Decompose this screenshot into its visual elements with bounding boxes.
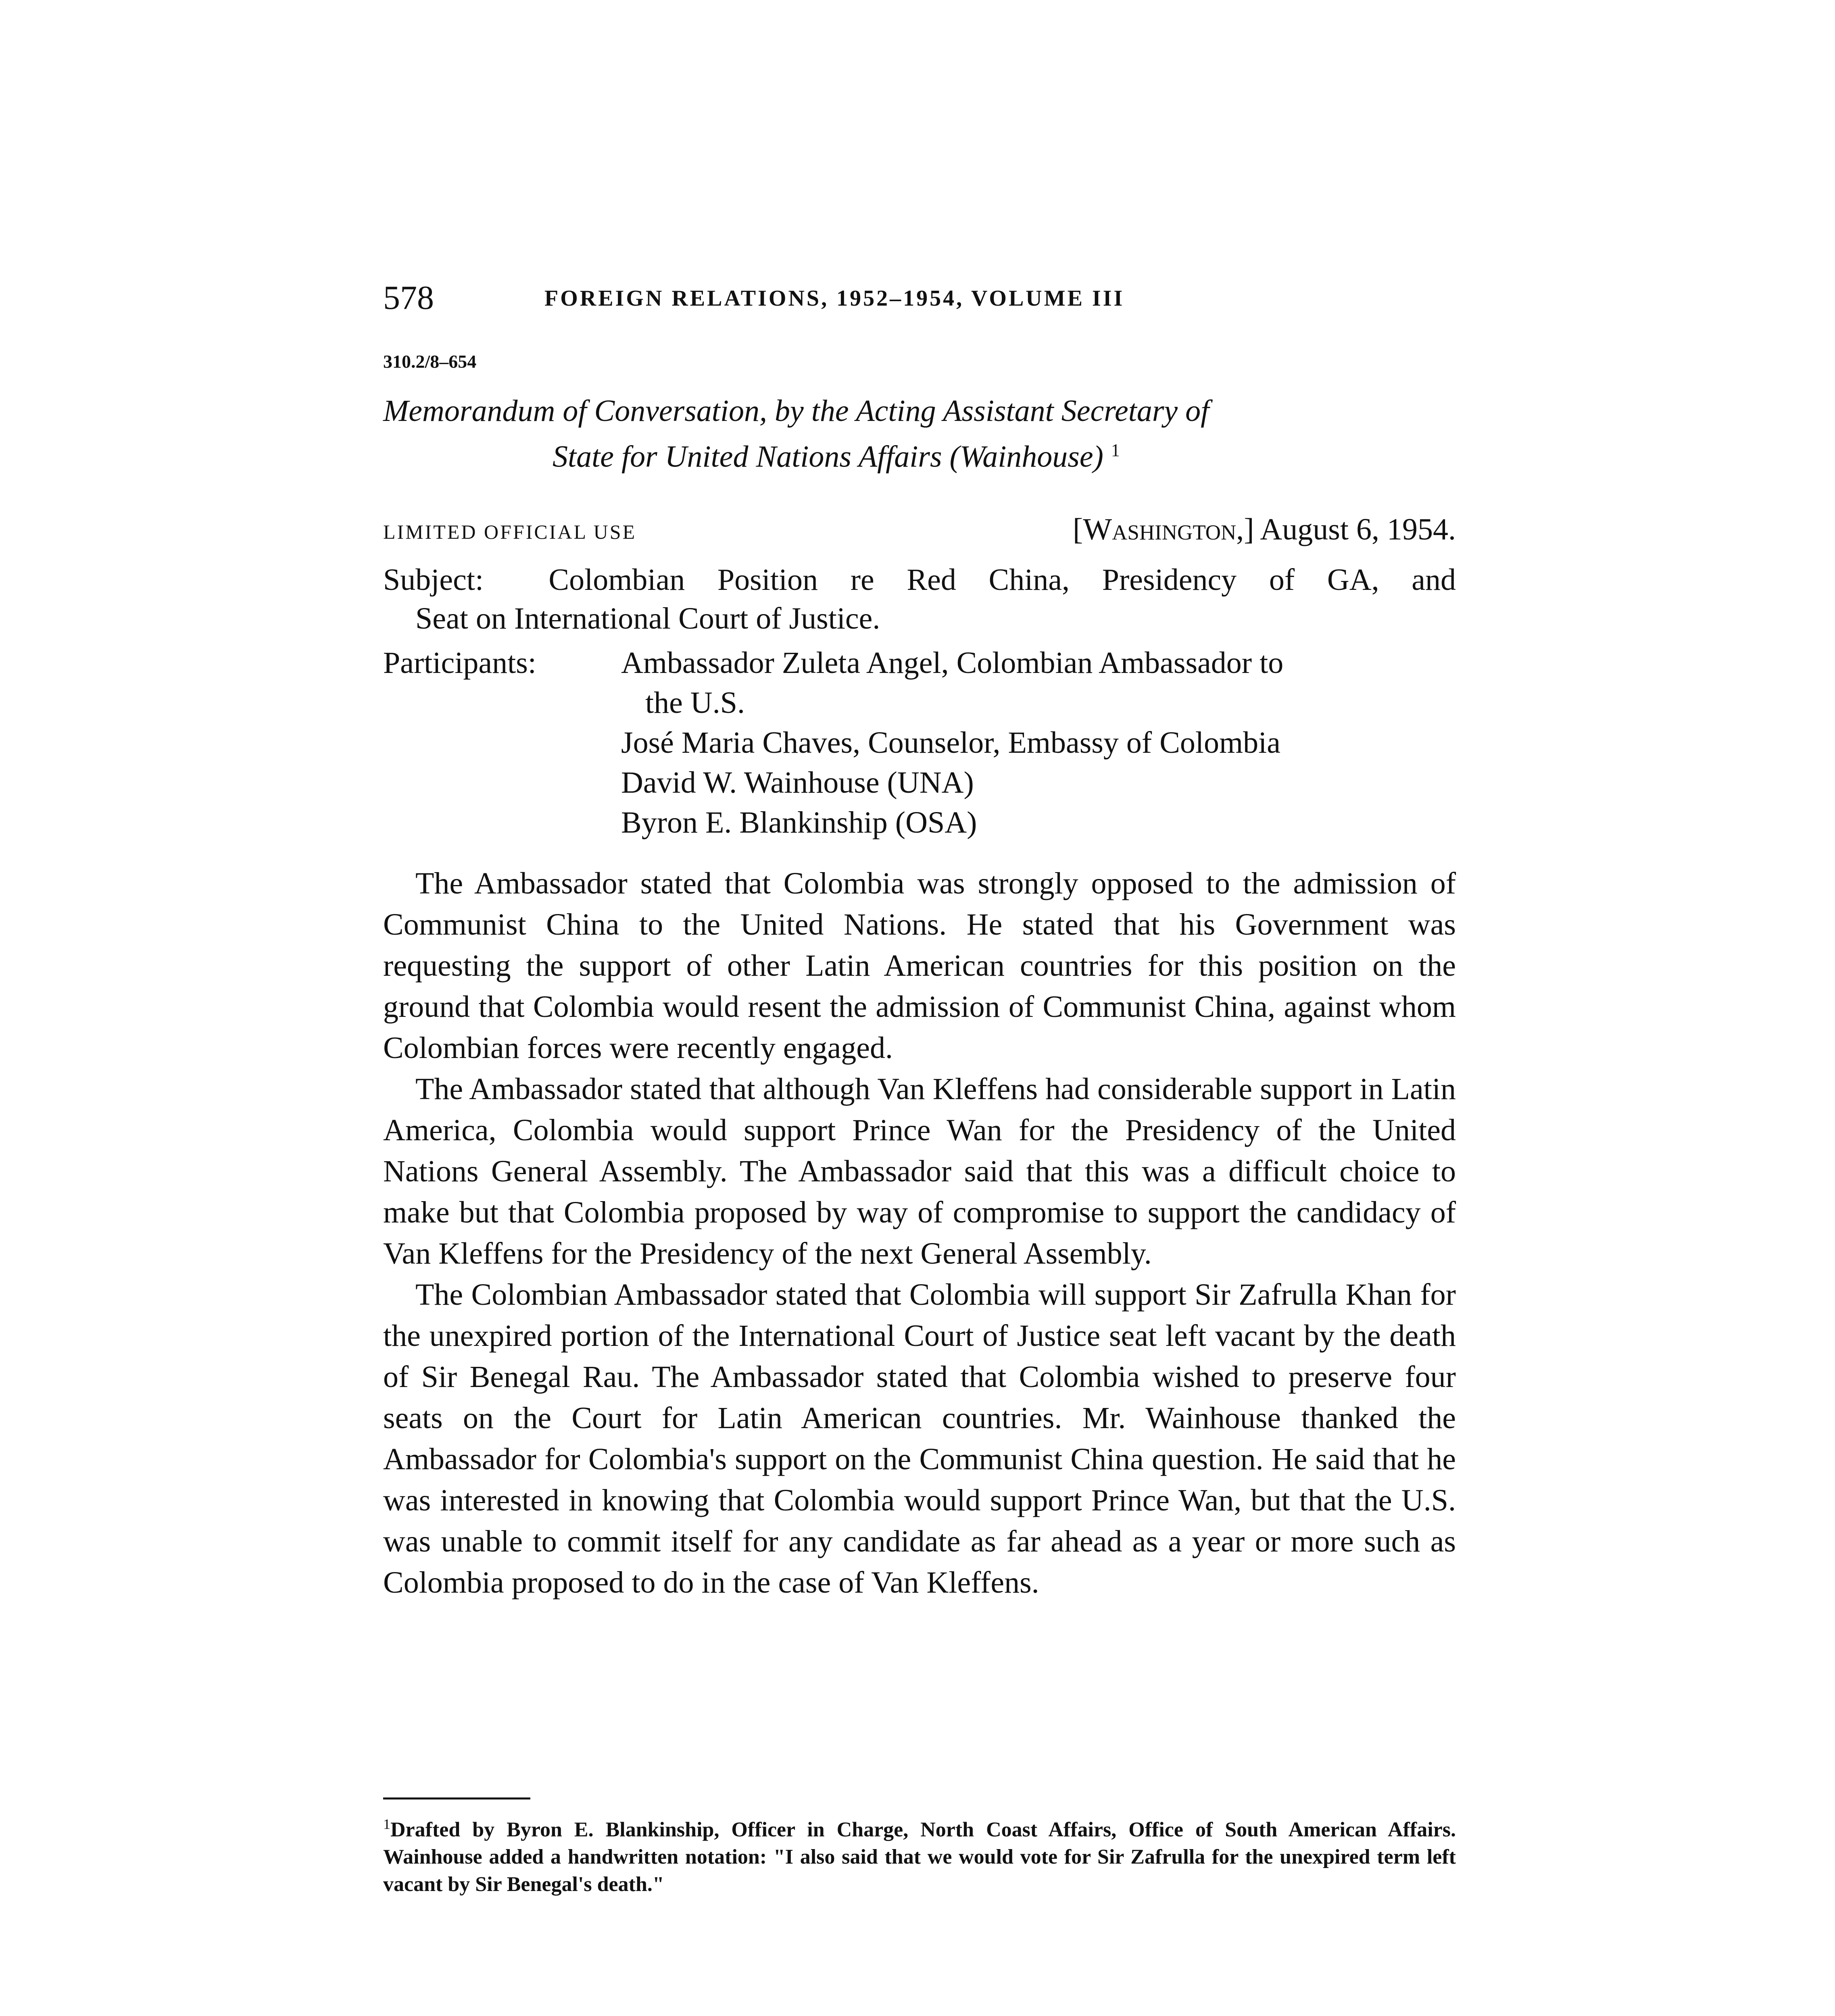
memo-body: [383, 863, 1456, 1603]
subject-line-2: Seat on International Court of Justice.: [415, 602, 880, 635]
body-paragraph: The Ambassador stated that although Van Kleffens had considerable support in Latin America, Colombia would support Prince Wan for the Presidency of the United Nations General Assembly. The Ambassador said that this was a difficult choice to make but that Colombia proposed by way of compromise to support the candidacy of Van Kleffens for the Presidency of the next General Assembly.: [383, 1072, 1456, 1270]
body-paragraph: The Colombian Ambassador stated that Colombia will support Sir Zafrulla Khan for the unexpired portion of the International Court of Justice seat left vacant by the death of Sir Benegal Rau. The Ambassador stated that Colombia wished to preserve four seats on the Court for Latin American countries. Mr. Wainhouse thanked the Ambassador for Colombia's support on the Communist China question. He said that he was interested in knowing that Colombia would support Prince Wan, but that the U.S. was unable to commit itself for any candidate as far ahead as a year or more such as Colombia proposed to do in the case of Van Kleffens.: [383, 1278, 1456, 1599]
footnote: [383, 1810, 1456, 1898]
participant-entry: Ambassador Zuleta Angel, Colombian Ambassador to: [621, 646, 1284, 680]
subject-block: [383, 560, 1456, 638]
participant-entry-continuation: the U.S.: [645, 686, 745, 720]
dateline-place: Washington: [1083, 512, 1237, 546]
participant-entry: Byron E. Blankinship (OSA): [621, 806, 977, 839]
footnote-drafter: Byron E. Blankinship, Officer in Charge, North Coast Affairs,: [507, 1818, 1117, 1841]
title-line-2: [383, 431, 1456, 476]
running-head: FOREIGN RELATIONS, 1952–1954, VOLUME III: [544, 286, 1125, 311]
dateline: [Washington,] August 6, 1954.: [1073, 512, 1456, 546]
page-number: 578: [383, 279, 434, 317]
classification-label: LIMITED OFFICIAL USE: [383, 521, 637, 543]
meta-row: [383, 512, 1456, 548]
participant-entry: José Maria Chaves, Counselor, Embassy of Colombia: [621, 726, 1280, 760]
subject-row-1: [383, 560, 1456, 599]
footnote-text-start: Drafted by: [390, 1818, 507, 1841]
subject-label: Subject:: [383, 563, 484, 597]
title-line-2-text: State for United Nations Affairs (Wainhouse): [553, 439, 1103, 474]
footnote-text-end: Office of South American Affairs. Wainhouse added a handwritten notation: "I also said that we would vote for Sir Zafrulla for the unexpired term left vacant by Sir Benegal's death.": [383, 1818, 1456, 1896]
participants-list: [621, 643, 1456, 843]
document-title: [383, 391, 1456, 476]
title-footnote-marker: 1: [1111, 440, 1120, 460]
footnote-divider: [383, 1797, 530, 1799]
dateline-date: August 6, 1954.: [1260, 512, 1456, 546]
page-header: [383, 278, 1456, 323]
title-line-1: Memorandum of Conversation, by the Acting Assistant Secretary of: [383, 394, 1209, 428]
participants-label: Participants:: [383, 646, 536, 680]
subject-line-1: Colombian Position re Red China, Presidency of GA, and: [548, 563, 1456, 597]
file-reference: 310.2/8–654: [383, 351, 477, 372]
footnote-number: 1: [383, 1816, 390, 1832]
body-paragraph: The Ambassador stated that Colombia was strongly opposed to the admission of Communist China to the United Nations. He stated that his Government was requesting the support of other Latin American countries for this position on the ground that Colombia would resent the admission of Communist China, against whom Colombian forces were recently engaged.: [383, 866, 1456, 1065]
participant-entry: David W. Wainhouse (UNA): [621, 766, 974, 800]
